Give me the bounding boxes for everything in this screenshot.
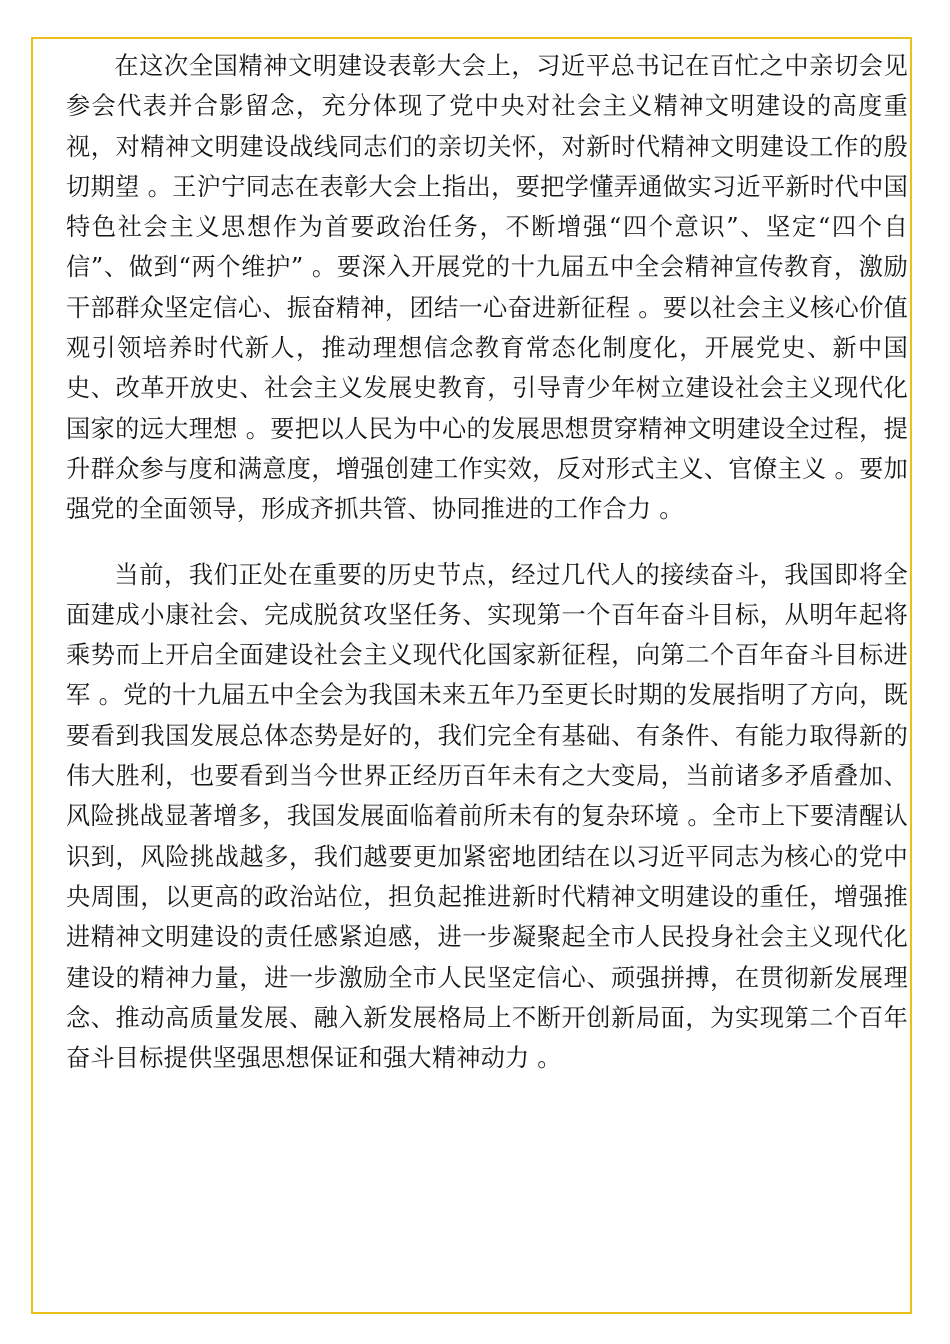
paragraph-1: 在这次全国精神文明建设表彰大会上，习近平总书记在百忙之中亲切会见参会代表并合影留念，充分体现了党中央对社会主义精神文明建设的高度重视，对精神文明建设战线同志们的亲切关怀，对新时代精神文明建设工作的殷切期望 。王沪宁同志在表彰大会上指出，要把学懂弄通做实习近平新时代中国特色社会主义思想作为首要政治任务，不断增强“四个意识”、坚定“四个自信”、做到“两个维护” 。要深入开展党的十九届五中全会精神宣传教育，激励干部群众坚定信心、振奋精神，团结一心奋进新征程 。要以社会主义核心价值观引领培养时代新人，推动理想信念教育常态化制度化，开展党史、新中国史、改革开放史、社会主义发展史教育，引导青少年树立建设社会主义现代化国家的远大理想 。要把以人民为中心的发展思想贯穿精神文明建设全过程，提升群众参与度和满意度，增强创建工作实效，反对形式主义、官僚主义 。要加强党的全面领导，形成齐抓共管、协同推进的工作合力 。 bbox=[66, 52, 908, 524]
paragraph-2: 当前，我们正处在重要的历史节点，经过几代人的接续奋斗，我国即将全面建成小康社会、完成脱贫攻坚任务、实现第一个百年奋斗目标，从明年起将乘势而上开启全面建设社会主义现代化国家新征程，向第二个百年奋斗目标进军 。党的十九届五中全会为我国未来五年乃至更长时期的发展指明了方向，既要看到我国发展总体态势是好的，我们完全有基础、有条件、有能力取得新的伟大胜利，也要看到当今世界正经历百年未有之大变局，当前诸多矛盾叠加、风险挑战显著增多，我国发展面临着前所未有的复杂环境 。全市上下要清醒认识到，风险挑战越多，我们越要更加紧密地团结在以习近平同志为核心的党中央周围，以更高的政治站位，担负起推进新时代精神文明建设的重任，增强推进精神文明建设的责任感紧迫感，进一步凝聚起全市人民投身社会主义现代化建设的精神力量，进一步激励全市人民坚定信心、顽强拼搏，在贯彻新发展理念、推动高质量发展、融入新发展格局上不断开创新局面，为实现第二个百年奋斗目标提供坚强思想保证和强大精神动力 。 bbox=[66, 560, 908, 1073]
document-body bbox=[66, 46, 908, 1078]
